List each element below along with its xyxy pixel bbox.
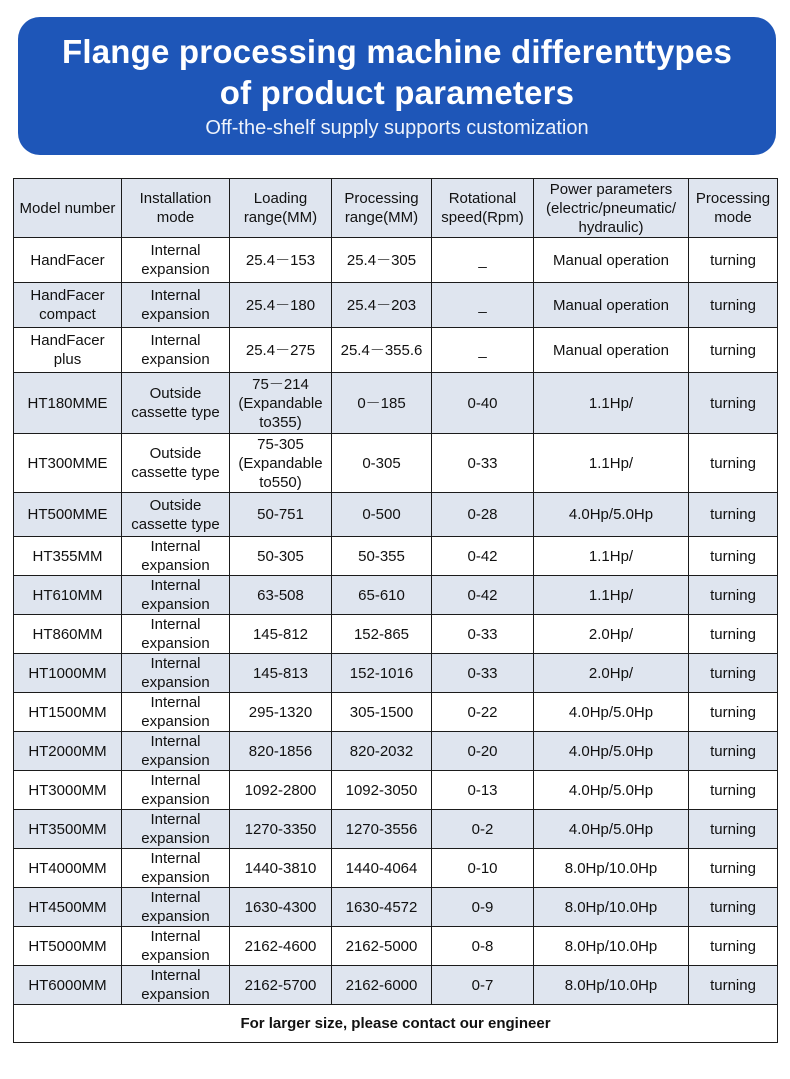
- rotational-speed-cell: _: [432, 283, 534, 328]
- processing-range-cell: 0-500: [332, 493, 432, 537]
- processing-range-cell: 1092-3050: [332, 771, 432, 810]
- model-number-cell: HT1000MM: [14, 654, 122, 693]
- page-title: [18, 17, 776, 113]
- processing-range-cell: 820-2032: [332, 732, 432, 771]
- rotational-speed-cell: 0-22: [432, 693, 534, 732]
- power-parameters-cell: Manual operation: [534, 328, 689, 373]
- processing-range-cell: 1630-4572: [332, 888, 432, 927]
- page-subtitle: Off-the-shelf supply supports customization: [205, 117, 589, 139]
- installation-mode-cell: Internal expansion: [122, 654, 230, 693]
- table-row: [14, 927, 778, 966]
- installation-mode-cell: Internal expansion: [122, 732, 230, 771]
- processing-mode-cell: turning: [689, 373, 778, 434]
- loading-range-cell: 1092-2800: [230, 771, 332, 810]
- processing-range-cell: 25.4－203: [332, 283, 432, 328]
- loading-range-cell: 1440-3810: [230, 849, 332, 888]
- table-row: [14, 615, 778, 654]
- rotational-speed-cell: 0-42: [432, 537, 534, 576]
- power-parameters-cell: 8.0Hp/10.0Hp: [534, 927, 689, 966]
- column-header: Processing mode: [689, 179, 778, 238]
- processing-mode-cell: turning: [689, 654, 778, 693]
- processing-range-cell: 2162-6000: [332, 966, 432, 1005]
- model-number-cell: HT5000MM: [14, 927, 122, 966]
- rotational-speed-cell: 0-7: [432, 966, 534, 1005]
- rotational-speed-cell: 0-10: [432, 849, 534, 888]
- model-number-cell: HandFacer: [14, 238, 122, 283]
- rotational-speed-cell: _: [432, 238, 534, 283]
- installation-mode-cell: Outside cassette type: [122, 434, 230, 493]
- table-row: [14, 537, 778, 576]
- column-header: Rotational speed(Rpm): [432, 179, 534, 238]
- installation-mode-cell: Internal expansion: [122, 693, 230, 732]
- power-parameters-cell: 4.0Hp/5.0Hp: [534, 493, 689, 537]
- processing-range-cell: 65-610: [332, 576, 432, 615]
- rotational-speed-cell: _: [432, 328, 534, 373]
- table-row: [14, 283, 778, 328]
- processing-mode-cell: turning: [689, 693, 778, 732]
- processing-mode-cell: turning: [689, 966, 778, 1005]
- model-number-cell: HT4500MM: [14, 888, 122, 927]
- installation-mode-cell: Outside cassette type: [122, 493, 230, 537]
- installation-mode-cell: Internal expansion: [122, 966, 230, 1005]
- rotational-speed-cell: 0-33: [432, 615, 534, 654]
- processing-range-cell: 50-355: [332, 537, 432, 576]
- column-header: Loading range(MM): [230, 179, 332, 238]
- rotational-speed-cell: 0-40: [432, 373, 534, 434]
- rotational-speed-cell: 0-8: [432, 927, 534, 966]
- model-number-cell: HandFacer plus: [14, 328, 122, 373]
- processing-mode-cell: turning: [689, 328, 778, 373]
- loading-range-cell: 50-751: [230, 493, 332, 537]
- table-row: [14, 966, 778, 1005]
- processing-mode-cell: turning: [689, 283, 778, 328]
- rotational-speed-cell: 0-28: [432, 493, 534, 537]
- rotational-speed-cell: 0-33: [432, 654, 534, 693]
- processing-range-cell: 305-1500: [332, 693, 432, 732]
- power-parameters-cell: 8.0Hp/10.0Hp: [534, 849, 689, 888]
- model-number-cell: HT1500MM: [14, 693, 122, 732]
- rotational-speed-cell: 0-33: [432, 434, 534, 493]
- installation-mode-cell: Internal expansion: [122, 576, 230, 615]
- model-number-cell: HT500MME: [14, 493, 122, 537]
- installation-mode-cell: Internal expansion: [122, 283, 230, 328]
- loading-range-cell: 50-305: [230, 537, 332, 576]
- power-parameters-cell: 1.1Hp/: [534, 434, 689, 493]
- power-parameters-cell: 4.0Hp/5.0Hp: [534, 732, 689, 771]
- model-number-cell: HT300MME: [14, 434, 122, 493]
- rotational-speed-cell: 0-2: [432, 810, 534, 849]
- loading-range-cell: 145-813: [230, 654, 332, 693]
- table-row: [14, 810, 778, 849]
- model-number-cell: HandFacer compact: [14, 283, 122, 328]
- loading-range-cell: 75－214 (Expandable to355): [230, 373, 332, 434]
- table-row: [14, 328, 778, 373]
- processing-mode-cell: turning: [689, 732, 778, 771]
- model-number-cell: HT860MM: [14, 615, 122, 654]
- table-row: [14, 493, 778, 537]
- loading-range-cell: 25.4－180: [230, 283, 332, 328]
- processing-mode-cell: turning: [689, 493, 778, 537]
- power-parameters-cell: 8.0Hp/10.0Hp: [534, 966, 689, 1005]
- installation-mode-cell: Internal expansion: [122, 888, 230, 927]
- table-row: [14, 576, 778, 615]
- power-parameters-cell: 1.1Hp/: [534, 373, 689, 434]
- loading-range-cell: 295-1320: [230, 693, 332, 732]
- power-parameters-cell: 1.1Hp/: [534, 537, 689, 576]
- table-body: [14, 238, 778, 1005]
- installation-mode-cell: Internal expansion: [122, 849, 230, 888]
- rotational-speed-cell: 0-20: [432, 732, 534, 771]
- model-number-cell: HT6000MM: [14, 966, 122, 1005]
- rotational-speed-cell: 0-13: [432, 771, 534, 810]
- loading-range-cell: 2162-4600: [230, 927, 332, 966]
- power-parameters-cell: 2.0Hp/: [534, 615, 689, 654]
- power-parameters-cell: 4.0Hp/5.0Hp: [534, 693, 689, 732]
- installation-mode-cell: Outside cassette type: [122, 373, 230, 434]
- processing-mode-cell: turning: [689, 888, 778, 927]
- processing-mode-cell: turning: [689, 238, 778, 283]
- processing-mode-cell: turning: [689, 434, 778, 493]
- processing-mode-cell: turning: [689, 576, 778, 615]
- power-parameters-cell: 4.0Hp/5.0Hp: [534, 810, 689, 849]
- table-row: [14, 654, 778, 693]
- table-row: [14, 693, 778, 732]
- title-line-1: Flange processing machine differenttypes: [62, 33, 732, 70]
- table-row: [14, 771, 778, 810]
- rotational-speed-cell: 0-42: [432, 576, 534, 615]
- loading-range-cell: 145-812: [230, 615, 332, 654]
- model-number-cell: HT610MM: [14, 576, 122, 615]
- installation-mode-cell: Internal expansion: [122, 771, 230, 810]
- processing-range-cell: 1270-3556: [332, 810, 432, 849]
- processing-mode-cell: turning: [689, 927, 778, 966]
- model-number-cell: HT180MME: [14, 373, 122, 434]
- power-parameters-cell: 1.1Hp/: [534, 576, 689, 615]
- processing-range-cell: 2162-5000: [332, 927, 432, 966]
- parameters-table-wrapper: [13, 178, 777, 1043]
- processing-mode-cell: turning: [689, 771, 778, 810]
- installation-mode-cell: Internal expansion: [122, 810, 230, 849]
- table-row: [14, 434, 778, 493]
- contact-note: For larger size, please contact our engineer: [14, 1005, 778, 1043]
- loading-range-cell: 820-1856: [230, 732, 332, 771]
- title-line-2: of product parameters: [219, 74, 575, 111]
- table-row: [14, 888, 778, 927]
- model-number-cell: HT2000MM: [14, 732, 122, 771]
- power-parameters-cell: 4.0Hp/5.0Hp: [534, 771, 689, 810]
- table-header-row: [14, 179, 778, 238]
- model-number-cell: HT4000MM: [14, 849, 122, 888]
- loading-range-cell: 75-305 (Expandable to550): [230, 434, 332, 493]
- processing-range-cell: 0-305: [332, 434, 432, 493]
- table-row: [14, 849, 778, 888]
- loading-range-cell: 1270-3350: [230, 810, 332, 849]
- title-banner: [18, 17, 776, 155]
- installation-mode-cell: Internal expansion: [122, 537, 230, 576]
- table-row: [14, 373, 778, 434]
- processing-range-cell: 152-1016: [332, 654, 432, 693]
- power-parameters-cell: Manual operation: [534, 283, 689, 328]
- loading-range-cell: 63-508: [230, 576, 332, 615]
- installation-mode-cell: Internal expansion: [122, 328, 230, 373]
- installation-mode-cell: Internal expansion: [122, 238, 230, 283]
- processing-mode-cell: turning: [689, 537, 778, 576]
- rotational-speed-cell: 0-9: [432, 888, 534, 927]
- table-row: [14, 238, 778, 283]
- column-header: Power parameters (electric/pneumatic/ hydraulic): [534, 179, 689, 238]
- column-header: Model number: [14, 179, 122, 238]
- power-parameters-cell: 8.0Hp/10.0Hp: [534, 888, 689, 927]
- loading-range-cell: 1630-4300: [230, 888, 332, 927]
- loading-range-cell: 2162-5700: [230, 966, 332, 1005]
- power-parameters-cell: 2.0Hp/: [534, 654, 689, 693]
- model-number-cell: HT3500MM: [14, 810, 122, 849]
- processing-range-cell: 0－185: [332, 373, 432, 434]
- table-row: [14, 732, 778, 771]
- parameters-table: [13, 178, 778, 1043]
- processing-mode-cell: turning: [689, 615, 778, 654]
- loading-range-cell: 25.4－275: [230, 328, 332, 373]
- model-number-cell: HT3000MM: [14, 771, 122, 810]
- processing-range-cell: 1440-4064: [332, 849, 432, 888]
- processing-mode-cell: turning: [689, 810, 778, 849]
- processing-range-cell: 25.4－305: [332, 238, 432, 283]
- model-number-cell: HT355MM: [14, 537, 122, 576]
- loading-range-cell: 25.4－153: [230, 238, 332, 283]
- processing-range-cell: 152-865: [332, 615, 432, 654]
- installation-mode-cell: Internal expansion: [122, 615, 230, 654]
- power-parameters-cell: Manual operation: [534, 238, 689, 283]
- column-header: Processing range(MM): [332, 179, 432, 238]
- processing-range-cell: 25.4－355.6: [332, 328, 432, 373]
- processing-mode-cell: turning: [689, 849, 778, 888]
- column-header: Installation mode: [122, 179, 230, 238]
- table-footer-row: [14, 1005, 778, 1043]
- installation-mode-cell: Internal expansion: [122, 927, 230, 966]
